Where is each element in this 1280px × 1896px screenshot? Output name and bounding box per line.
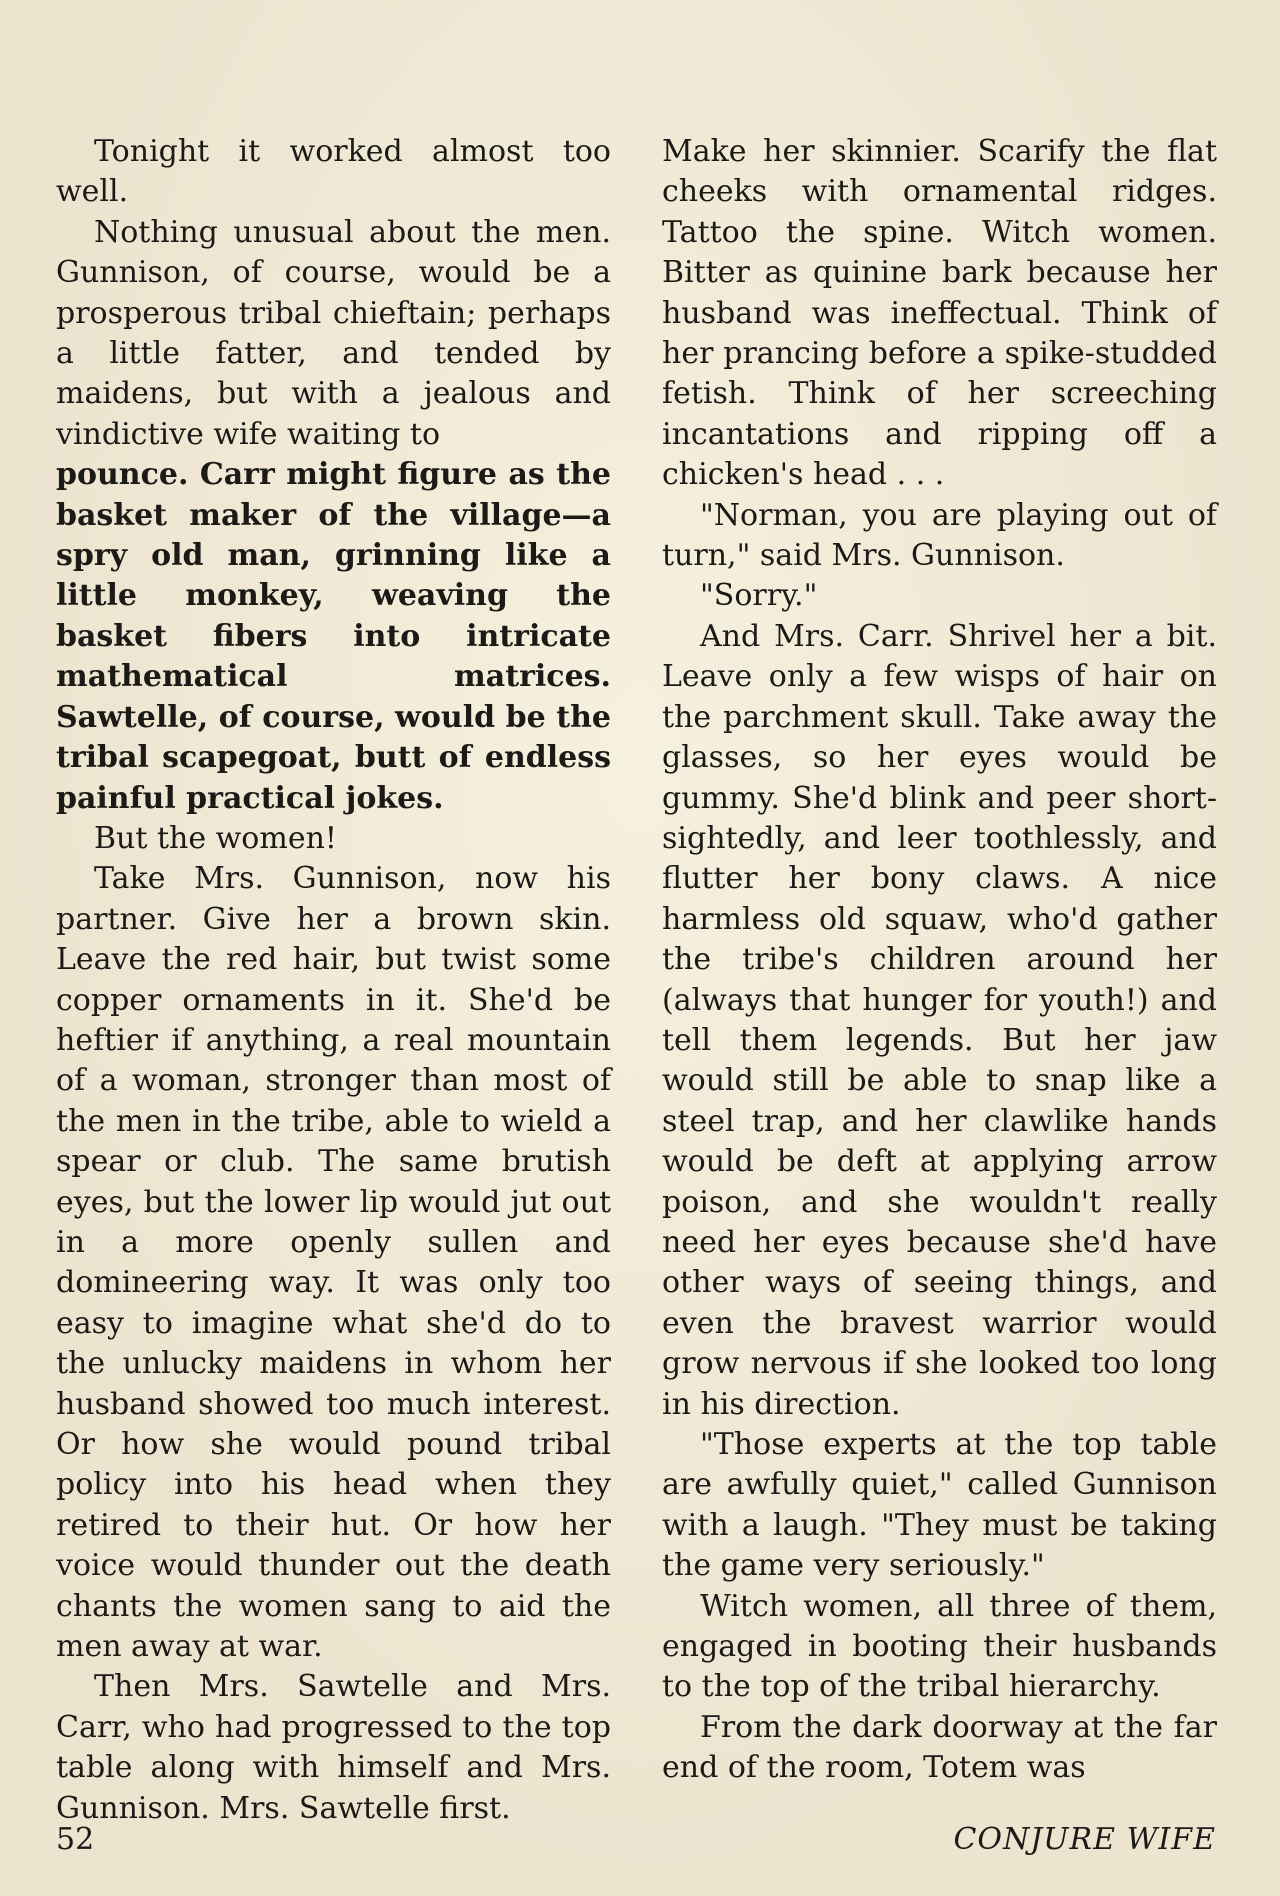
paragraph-continued: Make her skinnier. Scarify the flat cheeks with ornamental ridges. Tattoo the spine. Witch women. Bitter as quinine bark because her husband was ineffectual. Think of her prancing before a spike-studded fetish. Think of her screeching incantations and ripping off a chicken's head . . . (662, 134, 1217, 493)
paragraph: "Norman, you are playing out of turn," said Mrs. Gunnison. (662, 497, 1217, 574)
paragraph: And Mrs. Carr. Shrivel her a bit. Leave only a few wisps of hair on the parchment skull. Take away the glasses, so her eyes would be gummy. She'd blink and peer short-sightedly, and leer toothlessly, and flutter her bony claws. A nice harmless old squaw, who'd gather the tribe's children around her (always that hunger for youth!) and tell them legends. But her jaw would still be able to snap like a steel trap, and her clawlike hands would be deft at applying arrow poison, and she wouldn't really need her eyes because she'd have other ways of seeing things, and even the bravest warrior would grow nervous if she looked too long in his direction. (662, 618, 1217, 1422)
paragraph: "Those experts at the top table are awfully quiet," called Gunnison with a laugh. "They must be taking the game very seriously." (662, 1427, 1217, 1584)
paragraph: Witch women, all three of them, engaged in booting their husbands to the top of the tribal hierarchy. (662, 1588, 1217, 1705)
paragraph: From the dark doorway at the far end of the room, Totem was (662, 1709, 1217, 1786)
paragraph: "Sorry." (700, 578, 818, 614)
page-number: 52 (56, 1822, 95, 1857)
right-text-column (662, 132, 1217, 1789)
running-title: CONJURE WIFE (953, 1822, 1216, 1857)
paragraph: But the women! (94, 820, 337, 856)
paragraph: Take Mrs. Gunnison, now his partner. Give her a brown skin. Leave the red hair, but twist some copper ornaments in it. She'd be heftier if anything, a real mountain of a woman, stronger than most of the men in the tribe, able to wield a spear or club. The same brutish eyes, but the lower lip would jut out in a more openly sullen and domineering way. It was only too easy to imagine what she'd do to the unlucky maidens in whom her husband showed too much interest. Or how she would pound tribal policy into his head when they retired to their hut. Or how her voice would thunder out the death chants the women sang to aid the men away at war. (56, 861, 611, 1665)
paragraph-bold: pounce. Carr might figure as the basket maker of the village—a spry old man, grinning like a little monkey, weaving the basket fibers into intricate mathematical matrices. Sawtelle, of course, would be the tribal scapegoat, butt of endless painful practical jokes. (56, 457, 611, 816)
paragraph: Then Mrs. Sawtelle and Mrs. Carr, who had progressed to the top table along with himself and Mrs. Gunnison. Mrs. Sawtelle first. (56, 1669, 611, 1826)
left-text-column (56, 132, 611, 1829)
page-footer (56, 1822, 1216, 1866)
paragraph: Tonight it worked almost too well. (56, 134, 611, 210)
paragraph: Nothing unusual about the men. Gunnison, of course, would be a prosperous tribal chieftain; perhaps a little fatter, and tended by maidens, but with a jealous and vindictive wife waiting to (56, 214, 611, 452)
